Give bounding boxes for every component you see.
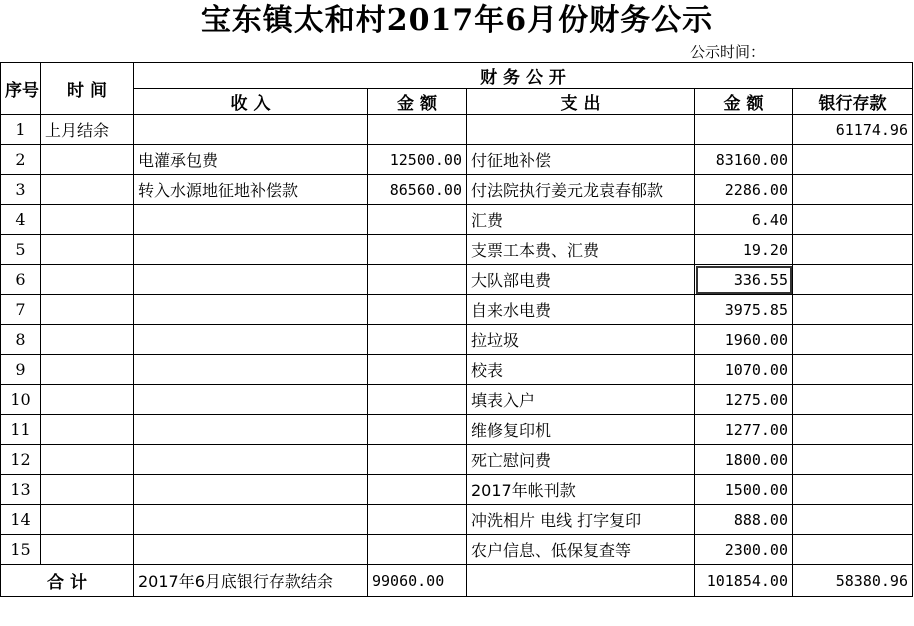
- row-time: [41, 535, 134, 565]
- row-seq: 1: [1, 115, 41, 145]
- row-seq: 3: [1, 175, 41, 205]
- row-time: [41, 175, 134, 205]
- row-time: [41, 205, 134, 235]
- row-expense-item: 付法院执行姜元龙袁春郁款: [467, 175, 695, 205]
- income-header: 收 入: [134, 89, 368, 115]
- row-expense-amount: 2300.00: [695, 535, 793, 565]
- row-seq: 11: [1, 415, 41, 445]
- row-expense-amount: 336.55: [695, 265, 793, 295]
- row-bank-balance: [793, 175, 913, 205]
- row-bank-balance: [793, 355, 913, 385]
- bank-header: 银行存款: [793, 89, 913, 115]
- seq-header: 序号: [1, 63, 41, 115]
- table-row: [1, 355, 913, 385]
- row-income-item: [134, 385, 368, 415]
- row-income-item: [134, 115, 368, 145]
- row-income-amount: [368, 475, 467, 505]
- header-row-1: [1, 63, 913, 89]
- row-income-amount: [368, 355, 467, 385]
- table-row: [1, 175, 913, 205]
- row-income-item: [134, 505, 368, 535]
- row-expense-item: 自来水电费: [467, 295, 695, 325]
- row-income-amount: [368, 445, 467, 475]
- row-income-amount: [368, 505, 467, 535]
- row-income-amount: [368, 205, 467, 235]
- row-bank-balance: [793, 205, 913, 235]
- row-seq: 5: [1, 235, 41, 265]
- row-expense-item: 校表: [467, 355, 695, 385]
- row-time: [41, 475, 134, 505]
- table-row: [1, 145, 913, 175]
- row-income-item: [134, 535, 368, 565]
- row-time: 上月结余: [41, 115, 134, 145]
- publish-time-label: 公示时间：: [690, 43, 766, 61]
- total-label: 合 计: [1, 565, 134, 597]
- row-expense-amount: 1500.00: [695, 475, 793, 505]
- total-bank-balance: 58380.96: [793, 565, 913, 597]
- row-income-item: [134, 415, 368, 445]
- row-expense-item: 大队部电费: [467, 265, 695, 295]
- row-bank-balance: [793, 385, 913, 415]
- row-bank-balance: [793, 325, 913, 355]
- row-seq: 4: [1, 205, 41, 235]
- row-income-item: 转入水源地征地补偿款: [134, 175, 368, 205]
- row-income-amount: [368, 535, 467, 565]
- time-header: 时 间: [41, 63, 134, 115]
- row-expense-item: 维修复印机: [467, 415, 695, 445]
- row-income-amount: 12500.00: [368, 145, 467, 175]
- row-income-item: [134, 205, 368, 235]
- table-row: [1, 535, 913, 565]
- row-expense-item: 冲洗相片 电线 打字复印: [467, 505, 695, 535]
- row-income-item: [134, 325, 368, 355]
- row-bank-balance: [793, 415, 913, 445]
- row-expense-item: 农户信息、低保复查等: [467, 535, 695, 565]
- row-time: [41, 235, 134, 265]
- row-expense-item: [467, 115, 695, 145]
- row-income-item: [134, 445, 368, 475]
- table-row: [1, 325, 913, 355]
- row-income-amount: 86560.00: [368, 175, 467, 205]
- row-time: [41, 145, 134, 175]
- row-bank-balance: [793, 535, 913, 565]
- table-row: [1, 295, 913, 325]
- row-seq: 2: [1, 145, 41, 175]
- row-expense-amount: 1070.00: [695, 355, 793, 385]
- total-income-amount: 99060.00: [368, 565, 467, 597]
- row-expense-amount: 1275.00: [695, 385, 793, 415]
- row-time: [41, 265, 134, 295]
- table-row: [1, 505, 913, 535]
- table-row: [1, 115, 913, 145]
- row-income-amount: [368, 415, 467, 445]
- row-time: [41, 445, 134, 475]
- row-expense-amount: 1800.00: [695, 445, 793, 475]
- row-income-item: [134, 235, 368, 265]
- row-seq: 6: [1, 265, 41, 295]
- table-row: [1, 205, 913, 235]
- row-expense-item: 汇费: [467, 205, 695, 235]
- row-income-item: [134, 475, 368, 505]
- expense-amount-header: 金 额: [695, 89, 793, 115]
- row-expense-amount: 83160.00: [695, 145, 793, 175]
- row-seq: 10: [1, 385, 41, 415]
- row-seq: 8: [1, 325, 41, 355]
- row-seq: 7: [1, 295, 41, 325]
- row-bank-balance: [793, 505, 913, 535]
- row-time: [41, 355, 134, 385]
- row-expense-item: 拉垃圾: [467, 325, 695, 355]
- row-time: [41, 295, 134, 325]
- row-time: [41, 325, 134, 355]
- row-bank-balance: [793, 145, 913, 175]
- row-income-amount: [368, 115, 467, 145]
- expense-header: 支 出: [467, 89, 695, 115]
- row-seq: 9: [1, 355, 41, 385]
- row-income-item: [134, 355, 368, 385]
- row-bank-balance: [793, 235, 913, 265]
- total-expense-desc: [467, 565, 695, 597]
- row-time: [41, 385, 134, 415]
- row-expense-item: 付征地补偿: [467, 145, 695, 175]
- row-expense-item: 死亡慰问费: [467, 445, 695, 475]
- row-expense-amount: 3975.85: [695, 295, 793, 325]
- row-income-amount: [368, 295, 467, 325]
- table-row: [1, 265, 913, 295]
- row-time: [41, 505, 134, 535]
- table-row: [1, 235, 913, 265]
- row-income-amount: [368, 235, 467, 265]
- finance-header: 财 务 公 开: [134, 63, 913, 89]
- row-expense-amount: 19.20: [695, 235, 793, 265]
- row-expense-amount: [695, 115, 793, 145]
- income-amount-header: 金 额: [368, 89, 467, 115]
- table-row: [1, 415, 913, 445]
- row-expense-item: 填表入户: [467, 385, 695, 415]
- row-income-item: 电灌承包费: [134, 145, 368, 175]
- total-expense-amount: 101854.00: [695, 565, 793, 597]
- row-expense-amount: 2286.00: [695, 175, 793, 205]
- row-income-amount: [368, 385, 467, 415]
- row-expense-item: 支票工本费、汇费: [467, 235, 695, 265]
- row-bank-balance: [793, 265, 913, 295]
- row-income-amount: [368, 325, 467, 355]
- row-expense-amount: 888.00: [695, 505, 793, 535]
- row-seq: 14: [1, 505, 41, 535]
- row-income-item: [134, 265, 368, 295]
- document-title: 宝东镇太和村2017年6月份财务公示: [200, 3, 714, 38]
- row-income-amount: [368, 265, 467, 295]
- row-seq: 13: [1, 475, 41, 505]
- row-time: [41, 415, 134, 445]
- table-row: [1, 475, 913, 505]
- row-expense-amount: 6.40: [695, 205, 793, 235]
- row-bank-balance: [793, 445, 913, 475]
- row-income-item: [134, 295, 368, 325]
- table-row: [1, 385, 913, 415]
- row-seq: 15: [1, 535, 41, 565]
- row-bank-balance: 61174.96: [793, 115, 913, 145]
- row-expense-amount: 1277.00: [695, 415, 793, 445]
- total-row: [1, 565, 913, 597]
- row-expense-amount: 1960.00: [695, 325, 793, 355]
- total-income-desc: 2017年6月底银行存款结余: [134, 565, 368, 597]
- finance-table: [0, 62, 913, 597]
- row-expense-item: 2017年帐刊款: [467, 475, 695, 505]
- row-seq: 12: [1, 445, 41, 475]
- row-bank-balance: [793, 295, 913, 325]
- header-row-2: [1, 89, 913, 115]
- table-row: [1, 445, 913, 475]
- row-bank-balance: [793, 475, 913, 505]
